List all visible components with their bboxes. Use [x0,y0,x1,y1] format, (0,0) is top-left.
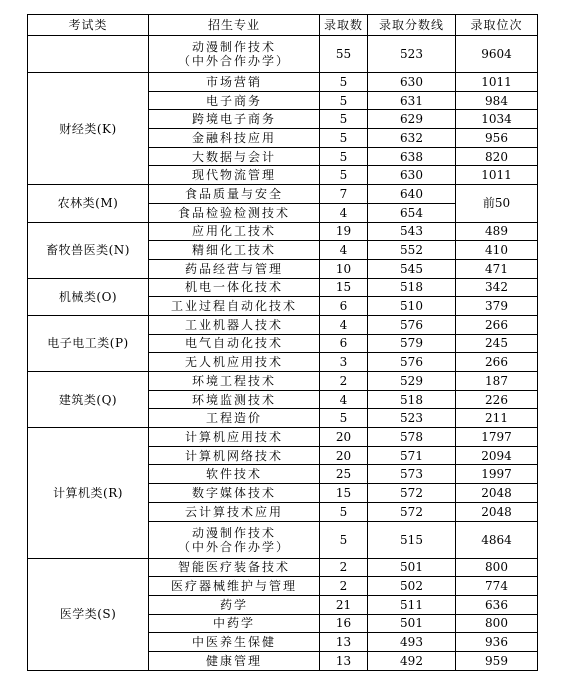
header-count: 录取数 [320,15,368,36]
score-cell: 632 [368,129,456,148]
score-cell: 578 [368,428,456,447]
rank-cell: 187 [456,372,538,391]
major-cell [149,91,320,110]
count-cell: 5 [320,110,368,129]
score-cell: 552 [368,241,456,260]
major-cell [149,465,320,484]
rank-cell: 636 [456,595,538,614]
major-name: 工业过程自动化技术 [170,299,297,314]
score-cell: 630 [368,73,456,92]
rank-cell: 2048 [456,502,538,521]
count-cell: 19 [320,222,368,241]
count-cell: 5 [320,521,368,558]
major-cell [149,390,320,409]
major-cell [149,353,320,372]
category-cell: 计算机类(R) [28,428,149,558]
major-name: 计算机应用技术 [184,429,283,444]
major-name: 工业机器人技术 [184,317,283,332]
score-cell: 629 [368,110,456,129]
major-name: 跨境电子商务 [191,112,276,127]
major-name: 机电一体化技术 [184,280,283,295]
score-cell: 579 [368,334,456,353]
major-name: 金融科技应用 [191,130,276,145]
major-cell [149,259,320,278]
count-cell: 3 [320,353,368,372]
score-cell: 631 [368,91,456,110]
score-cell: 502 [368,577,456,596]
count-cell: 2 [320,372,368,391]
rank-cell: 1797 [456,428,538,447]
count-cell: 6 [320,334,368,353]
major-cell [149,147,320,166]
major-cell [149,484,320,503]
major-name: 电子商务 [205,93,262,108]
count-cell: 7 [320,185,368,204]
header-category: 考试类 [28,15,149,36]
rank-cell: 226 [456,390,538,409]
score-cell: 523 [368,36,456,73]
score-cell: 493 [368,633,456,652]
major-name: 大数据与会计 [191,149,276,164]
rank-cell: 前50 [456,185,538,222]
major-name: 食品质量与安全 [184,186,283,201]
admission-table [27,14,538,671]
rank-cell: 1011 [456,73,538,92]
count-cell: 20 [320,446,368,465]
major-name: 食品检验检测技术 [177,205,290,220]
count-cell: 5 [320,73,368,92]
rank-cell: 1011 [456,166,538,185]
header-rank: 录取位次 [456,15,538,36]
count-cell: 5 [320,91,368,110]
count-cell: 4 [320,315,368,334]
score-cell: 492 [368,651,456,670]
major-name: 应用化工技术 [191,224,276,239]
major-name: 药学 [219,597,248,612]
rank-cell: 1034 [456,110,538,129]
major-name: 动漫制作技术 [191,525,276,540]
header-row [28,15,538,36]
major-name: 医疗器械维护与管理 [170,579,297,594]
major-name: 药品经营与管理 [184,261,283,276]
score-cell: 654 [368,203,456,222]
rank-cell: 211 [456,409,538,428]
rank-cell: 245 [456,334,538,353]
rank-cell: 956 [456,129,538,148]
major-note: （中外合作办学） [177,539,290,554]
category-cell: 农林类(M) [28,185,149,222]
score-cell: 640 [368,185,456,204]
major-cell [149,278,320,297]
major-cell [149,297,320,316]
category-cell [28,36,149,73]
rank-cell: 774 [456,577,538,596]
count-cell: 15 [320,484,368,503]
count-cell: 55 [320,36,368,73]
major-cell [149,409,320,428]
major-cell [149,315,320,334]
header-score: 录取分数线 [368,15,456,36]
count-cell: 13 [320,651,368,670]
score-cell: 523 [368,409,456,428]
count-cell: 4 [320,203,368,222]
table-row [28,73,538,92]
major-name: 环境工程技术 [191,373,276,388]
major-cell [149,110,320,129]
category-cell: 机械类(O) [28,278,149,315]
score-cell: 630 [368,166,456,185]
count-cell: 5 [320,166,368,185]
rank-cell: 489 [456,222,538,241]
score-cell: 576 [368,353,456,372]
major-cell [149,595,320,614]
major-name: 云计算技术应用 [184,504,283,519]
major-cell [149,558,320,577]
score-cell: 571 [368,446,456,465]
major-name: 精细化工技术 [191,243,276,258]
score-cell: 518 [368,278,456,297]
count-cell: 5 [320,129,368,148]
count-cell: 2 [320,577,368,596]
category-cell: 医学类(S) [28,558,149,670]
major-name: 健康管理 [205,653,262,668]
major-name: 软件技术 [205,467,262,482]
major-cell [149,651,320,670]
score-cell: 501 [368,558,456,577]
major-cell [149,502,320,521]
major-name: 中医养生保健 [191,635,276,650]
major-name: 中药学 [212,616,255,631]
score-cell: 573 [368,465,456,484]
score-cell: 515 [368,521,456,558]
score-cell: 576 [368,315,456,334]
header-major: 招生专业 [149,15,320,36]
score-cell: 511 [368,595,456,614]
score-cell: 501 [368,614,456,633]
rank-cell: 959 [456,651,538,670]
major-cell [149,428,320,447]
major-cell [149,185,320,204]
rank-cell: 800 [456,614,538,633]
major-name: 无人机应用技术 [184,355,283,370]
table-row [28,185,538,204]
rank-cell: 9604 [456,36,538,73]
major-name: 数字媒体技术 [191,485,276,500]
count-cell: 20 [320,428,368,447]
score-cell: 638 [368,147,456,166]
score-cell: 572 [368,502,456,521]
score-cell: 518 [368,390,456,409]
major-cell [149,36,320,73]
rank-cell: 379 [456,297,538,316]
table-body [28,36,538,671]
category-cell: 电子电工类(P) [28,315,149,371]
major-name: 电气自动化技术 [184,336,283,351]
rank-cell: 800 [456,558,538,577]
major-name: 市场营销 [205,74,262,89]
score-cell: 529 [368,372,456,391]
count-cell: 13 [320,633,368,652]
count-cell: 5 [320,409,368,428]
category-cell: 畜牧兽医类(N) [28,222,149,278]
major-name: 现代物流管理 [191,168,276,183]
rank-cell: 410 [456,241,538,260]
table-row [28,222,538,241]
count-cell: 16 [320,614,368,633]
major-cell [149,166,320,185]
score-cell: 543 [368,222,456,241]
score-cell: 545 [368,259,456,278]
rank-cell: 471 [456,259,538,278]
count-cell: 4 [320,241,368,260]
table-row [28,36,538,73]
rank-cell: 266 [456,353,538,372]
count-cell: 25 [320,465,368,484]
rank-cell: 820 [456,147,538,166]
major-name: 计算机网络技术 [184,448,283,463]
count-cell: 10 [320,259,368,278]
rank-cell: 4864 [456,521,538,558]
major-name: 工程造价 [205,411,262,426]
rank-cell: 984 [456,91,538,110]
table-row [28,315,538,334]
major-cell [149,633,320,652]
score-cell: 572 [368,484,456,503]
rank-cell: 936 [456,633,538,652]
count-cell: 5 [320,502,368,521]
major-cell [149,446,320,465]
major-cell [149,577,320,596]
major-cell [149,129,320,148]
category-cell: 财经类(K) [28,73,149,185]
count-cell: 15 [320,278,368,297]
major-name: 智能医疗装备技术 [177,560,290,575]
table-row [28,428,538,447]
major-cell [149,73,320,92]
count-cell: 21 [320,595,368,614]
count-cell: 4 [320,390,368,409]
major-note: （中外合作办学） [177,54,290,68]
table-row [28,278,538,297]
rank-cell: 342 [456,278,538,297]
count-cell: 5 [320,147,368,166]
rank-cell: 266 [456,315,538,334]
count-cell: 2 [320,558,368,577]
major-cell [149,334,320,353]
score-cell: 510 [368,297,456,316]
major-name: 动漫制作技术 [191,40,276,54]
major-cell [149,521,320,558]
table-row [28,372,538,391]
rank-cell: 2048 [456,484,538,503]
major-cell [149,203,320,222]
table-row [28,558,538,577]
major-name: 环境监测技术 [191,392,276,407]
rank-cell: 1997 [456,465,538,484]
count-cell: 6 [320,297,368,316]
rank-cell: 2094 [456,446,538,465]
major-cell [149,372,320,391]
major-cell [149,241,320,260]
major-cell [149,222,320,241]
major-cell [149,614,320,633]
category-cell: 建筑类(Q) [28,372,149,428]
